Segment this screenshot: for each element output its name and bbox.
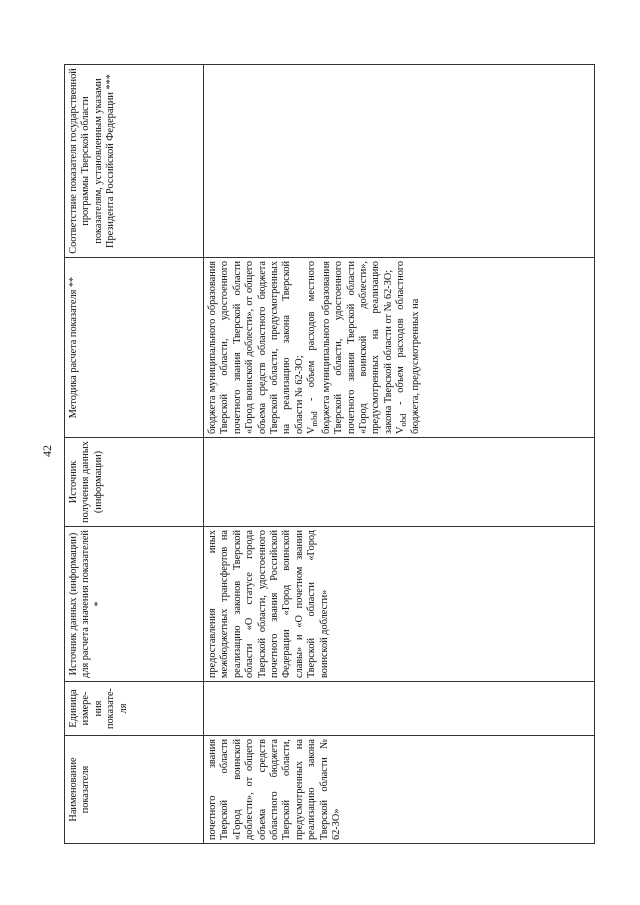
method-text-part-1: бюджета муниципального образования Тверской области, удостоенного почетного звания Тверской области «Город воинской доблести», от общего объема средств областного бюджета Тверской области, предусмотренных на реализацию закона Тверской области № 62-ЗО; [207,261,305,434]
cell-indicator-name: почетного звания Тверской области «Город воинской доблести», от общего объема средств областного бюджета Тверской области, предусмотренных на реализацию закона Тверской области № 62-ЗО» [204,736,595,844]
method-variable-1: V [306,426,318,434]
cell-receipt-source [204,438,595,527]
method-text-part-3: - объем расходов областного бюджета, предусмотренных на [395,261,421,434]
cell-unit [204,682,595,736]
header-decree-compliance: Соответствие показателя государственной программы Тверской области показателям, установленным указами Президента Российской Федерации *** [65,65,204,258]
cell-decree-compliance [204,65,595,258]
header-data-source: Источник данных (информации) для расчета значения показателей * [65,527,204,682]
header-unit: Единица измере-ния показате-ля [65,682,204,736]
table-header-row [65,65,204,844]
header-calculation-method: Методика расчета показателя ** [65,258,204,438]
method-variable-2: V [395,426,407,434]
method-text-part-2: - объем расходов местного бюджета муниципального образования Тверской области, удостоенного почетного звания Тверской области «Город воинской доблести», предусмотренных на реализацию закона Тверской области от № 62-ЗО; [306,261,394,434]
cell-data-source: предоставления иных межбюджетных трансфертов на реализацию законов Тверской области «О статусе города Тверской области, удостоенного почетного звания Российской Федерации «Город воинской славы» и «О почетном звании Тверской области «Город воинской доблести» [204,527,595,682]
method-variable-1-subscript: mbd [309,411,320,427]
cell-calculation-method [204,258,595,438]
page-number: 42 [40,445,54,457]
header-receipt-source: Источник получения данных (информации) [65,438,204,527]
indicator-table [64,64,595,844]
header-indicator-name: Наименование показателя [65,736,204,844]
table-row [204,65,595,844]
method-variable-2-subscript: obd [398,413,409,427]
